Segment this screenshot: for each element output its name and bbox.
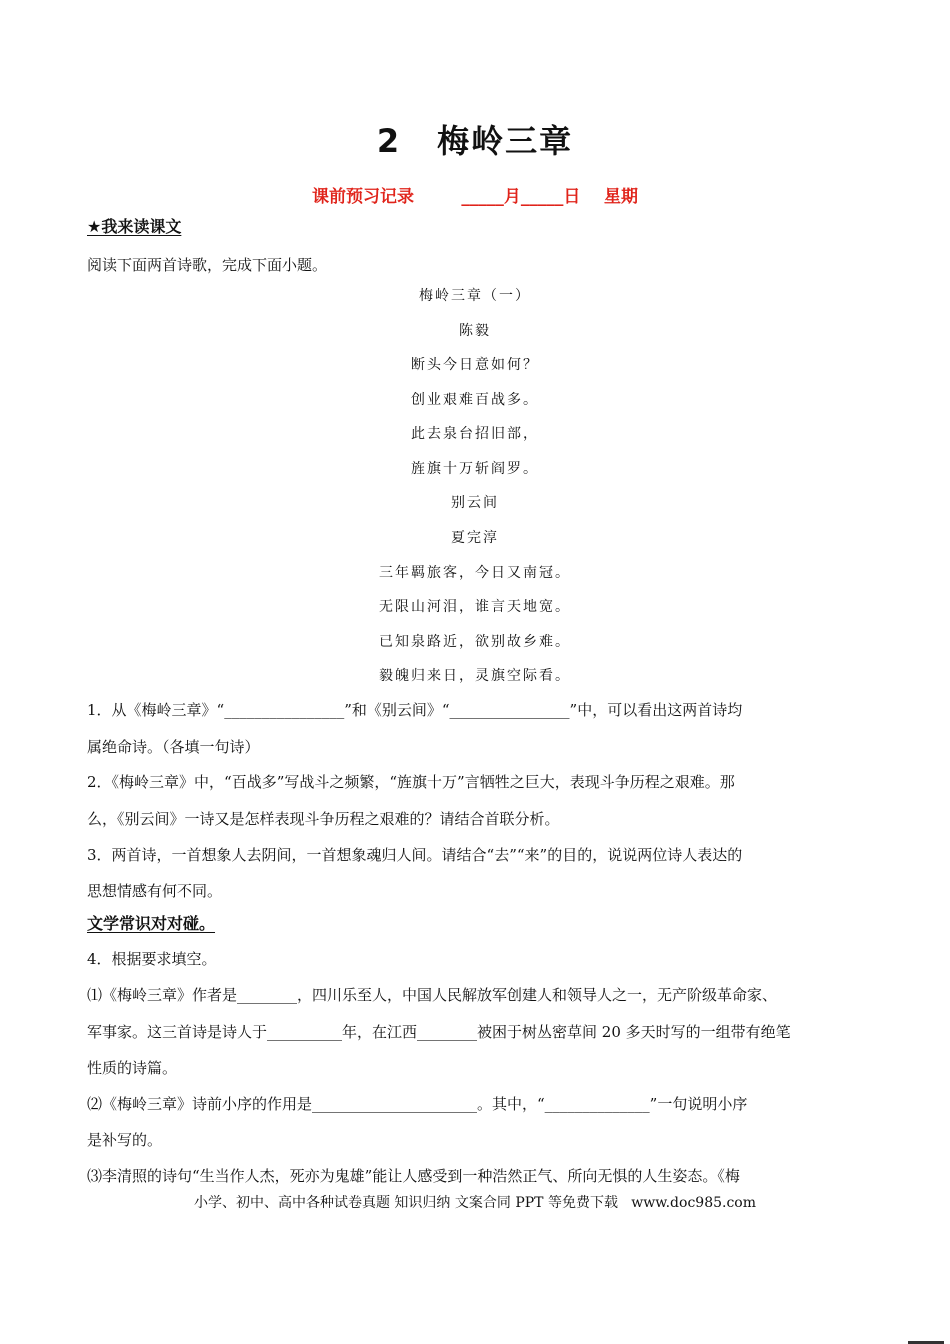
question-4-part-2-line-2: 是补写的。 <box>87 1131 163 1149</box>
question-4-title: 4．根据要求填空。 <box>87 950 217 968</box>
reading-instruction: 阅读下面两首诗歌，完成下面小题。 <box>87 256 328 274</box>
poem-line: 别云间 <box>451 495 499 511</box>
poem-line: 无限山河泪，谁言天地宽。 <box>379 599 571 615</box>
poem-line: 断头今日意如何？ <box>411 357 539 373</box>
footer-note: 小学、初中、高中各种试卷真题 知识归纳 文案合同 PPT 等免费下载 www.doc985.com <box>193 1195 756 1211</box>
page-title <box>0 116 950 162</box>
poem-line: 夏完淳 <box>451 530 499 546</box>
question-4-part-1-line-2: 军事家。这三首诗是诗人于__________年，在江西________被困于树丛密草间 20 多天时写的一组带有绝笔 <box>87 1023 791 1041</box>
poem-line: 此去泉台招旧部， <box>411 426 539 442</box>
question-2-line-1: 2．《梅岭三章》中，“百战多”写战斗之频繁，“旌旗十万”言牺牲之巨大，表现斗争历程之艰难。那 <box>87 773 735 791</box>
poem-line: 旌旗十万斩阎罗。 <box>411 461 539 477</box>
preview-record-line: 课前预习记录 _____月_____日 星期 <box>311 187 639 207</box>
question-4-part-3-line-1: ⑶李清照的诗句“生当作人杰，死亦为鬼雄”能让人感受到一种浩然正气、所向无惧的人生姿态。《梅 <box>87 1167 740 1185</box>
question-1-line-1: 1．从《梅岭三章》“________________”和《别云间》“________________”中，可以看出这两首诗均 <box>87 701 743 719</box>
question-1-line-2: 属绝命诗。（各填一句诗） <box>87 738 260 756</box>
question-4-part-2-line-1: ⑵《梅岭三章》诗前小序的作用是______________________。其中，“______________”一句说明小序 <box>87 1095 748 1113</box>
poem-line: 已知泉路近，欲别故乡难。 <box>379 634 571 650</box>
poem-line: 毅魄归来日，灵旗空际看。 <box>379 668 571 684</box>
question-4-part-1-line-1: ⑴《梅岭三章》作者是________，四川乐至人，中国人民解放军创建人和领导人之一，无产阶级革命家、 <box>87 986 778 1004</box>
lesson-title: 梅岭三章 <box>437 122 574 160</box>
lesson-number: 2 <box>376 122 402 160</box>
poem-line: 梅岭三章（一） <box>419 288 531 304</box>
section-heading-literature: 文学常识对对碰。 <box>87 914 216 933</box>
question-3-line-2: 思想情感有何不同。 <box>87 882 223 900</box>
poem-line: 三年羁旅客，今日又南冠。 <box>379 565 571 581</box>
question-4-part-1-line-3: 性质的诗篇。 <box>87 1059 178 1077</box>
question-3-line-1: 3．两首诗，一首想象人去阴间，一首想象魂归人间。请结合“去”“来”的目的，说说两位诗人表达的 <box>87 846 743 864</box>
poem-line: 陈毅 <box>459 323 491 339</box>
question-2-line-2: 么，《别云间》一诗又是怎样表现斗争历程之艰难的？请结合首联分析。 <box>87 810 560 828</box>
poem-line: 创业艰难百战多。 <box>411 392 539 408</box>
section-heading-read-text: ★我来读课文 <box>87 217 182 236</box>
